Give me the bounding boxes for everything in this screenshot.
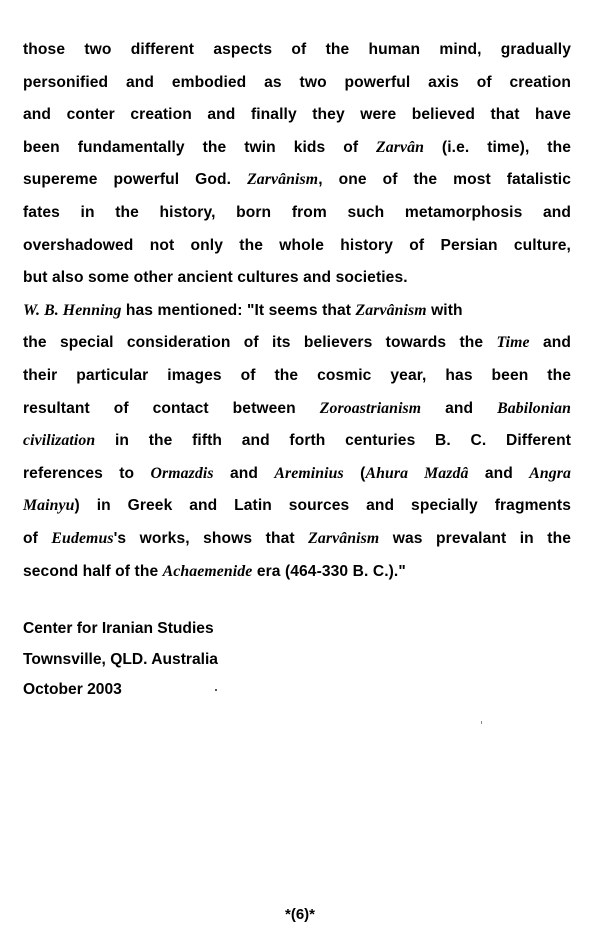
italic-term: Zoroastrianism bbox=[319, 399, 422, 417]
italic-term: Angra bbox=[529, 464, 572, 482]
text-span: with bbox=[426, 301, 463, 319]
text-line bbox=[23, 164, 571, 197]
italic-term: Achaemenide bbox=[162, 562, 253, 580]
text-line: and conter creation and finally they were believed that have bbox=[23, 106, 571, 124]
text-span: was prevalant in the bbox=[379, 529, 571, 547]
text-span: and bbox=[213, 464, 275, 482]
text-span: and bbox=[468, 464, 530, 482]
italic-term: Areminius bbox=[274, 464, 344, 482]
text-span: ( bbox=[343, 464, 366, 482]
text-span: second half of the bbox=[23, 562, 163, 580]
text-line bbox=[23, 132, 571, 165]
italic-term: Zarvân bbox=[376, 138, 425, 156]
text-span: of bbox=[23, 529, 52, 547]
text-span: era (464-330 B. C.)." bbox=[252, 562, 406, 580]
italic-term: Babilonian bbox=[497, 399, 571, 417]
italic-author: W. B. Henning bbox=[23, 301, 122, 319]
date: October 2003 bbox=[23, 681, 122, 698]
page-number: *(6)* bbox=[284, 906, 315, 923]
italic-term: Eudemus bbox=[51, 529, 114, 547]
signature-block bbox=[23, 614, 423, 706]
text-span: references to bbox=[23, 464, 151, 482]
text-line bbox=[23, 523, 571, 556]
location: Townsville, QLD. Australia bbox=[23, 650, 218, 668]
text-line: but also some other ancient cultures and societies. bbox=[23, 269, 408, 287]
text-span: has mentioned: "It seems that bbox=[121, 301, 356, 319]
text-line bbox=[23, 425, 571, 458]
text-line bbox=[23, 490, 571, 523]
text-span: , one of the most fatalistic bbox=[318, 171, 571, 189]
text-line: fates in the history, born from such metamorphosis and bbox=[23, 203, 571, 221]
text-line bbox=[23, 327, 571, 360]
italic-term: Ahura Mazdâ bbox=[365, 464, 469, 482]
text-line: those two different aspects of the human mind, gradually bbox=[23, 41, 571, 58]
text-span: resultant of contact between bbox=[23, 399, 320, 417]
text-line bbox=[23, 295, 571, 328]
scan-speck bbox=[481, 721, 482, 724]
text-span: and bbox=[421, 399, 498, 417]
italic-term: Zarvânism bbox=[308, 529, 380, 547]
italic-term: Time bbox=[496, 334, 530, 352]
text-span: supereme powerful God. bbox=[23, 171, 248, 189]
text-line bbox=[23, 458, 571, 491]
italic-term: civilization bbox=[23, 432, 96, 450]
italic-term: Zarvânism bbox=[247, 171, 319, 189]
text-span: the special consideration of its believers towards the bbox=[23, 334, 497, 352]
body-text bbox=[23, 34, 571, 588]
text-line bbox=[23, 556, 571, 589]
organization-name: Center for Iranian Studies bbox=[23, 620, 214, 637]
text-span: in the fifth and forth centuries B. C. Different bbox=[95, 432, 571, 450]
text-span: and bbox=[529, 334, 571, 352]
italic-term: Ormazdis bbox=[150, 464, 214, 482]
text-span: been fundamentally the twin kids of bbox=[23, 138, 377, 156]
italic-term: Zarvânism bbox=[355, 301, 427, 319]
text-span: ) in Greek and Latin sources and specially fragments bbox=[74, 497, 571, 515]
text-span: (i.e. time), the bbox=[424, 138, 571, 156]
text-line: personified and embodied as two powerful axis of creation bbox=[23, 73, 571, 91]
text-line: their particular images of the cosmic year, has been the bbox=[23, 366, 571, 384]
text-line bbox=[23, 393, 571, 426]
text-span: 's works, shows that bbox=[113, 529, 309, 547]
italic-term: Mainyu bbox=[23, 497, 75, 515]
text-line: overshadowed not only the whole history of Persian culture, bbox=[23, 236, 571, 254]
scan-speck bbox=[215, 689, 217, 691]
